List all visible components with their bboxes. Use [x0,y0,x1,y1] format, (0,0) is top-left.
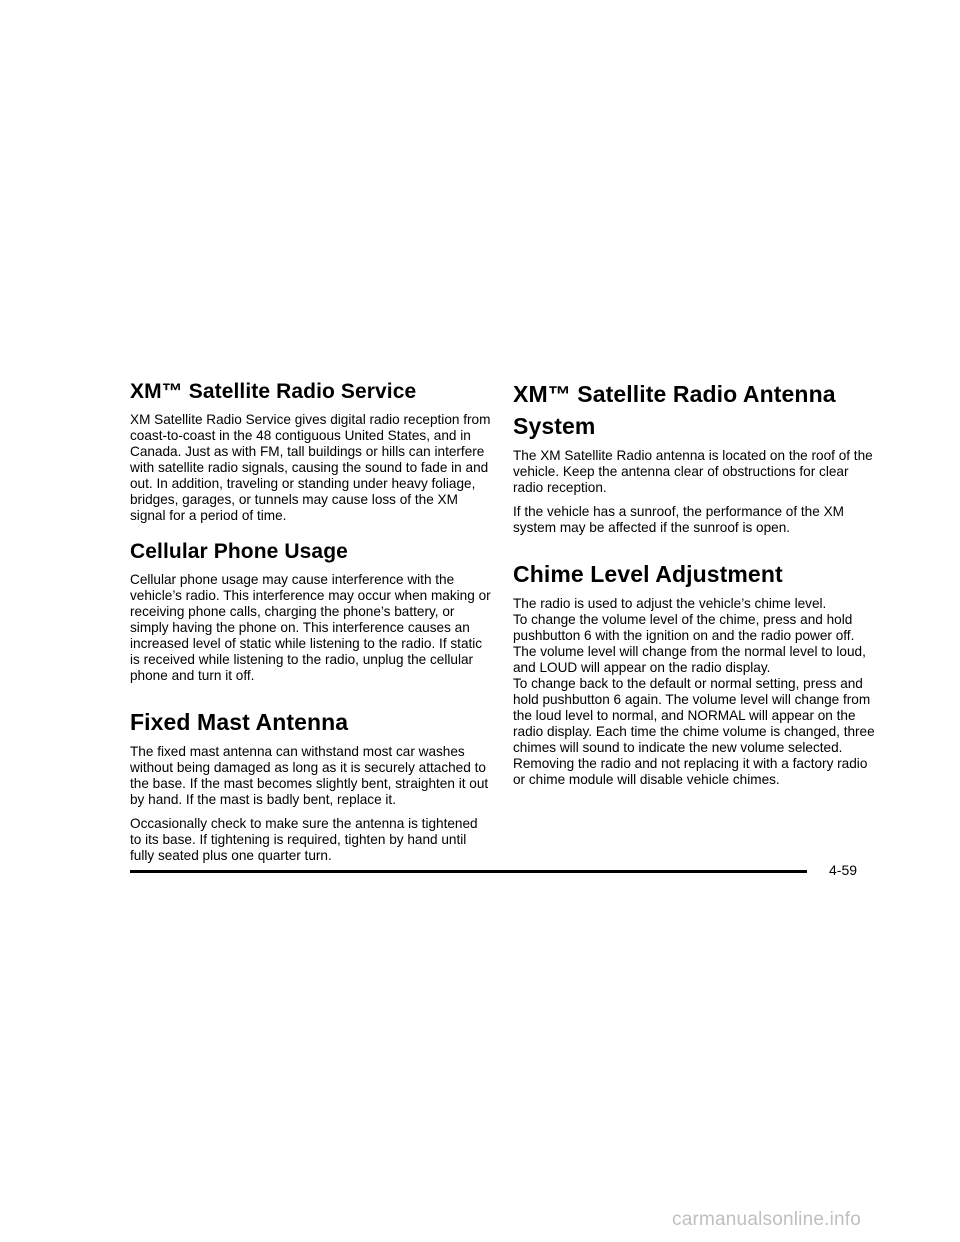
paragraph-cellular: Cellular phone usage may cause interference with the vehicle’s radio. This interference may occur when making or receiving phone calls, charging the phone’s battery, or simply having the phone on. This interference causes an increased level of static while listening to the radio. If static is received while listening to the radio, unplug the cellular phone and turn it off. [130,572,491,683]
left-column [130,378,492,872]
right-column [513,378,875,788]
paragraph-xm-antenna-1: The XM Satellite Radio antenna is located on the roof of the vehicle. Keep the antenna clear of obstructions for clear radio reception. [513,448,873,495]
paragraph-chime-1: The radio is used to adjust the vehicle’s chime level. [513,596,827,611]
footer-rule [130,870,807,873]
paragraph-fixed-mast-1: The fixed mast antenna can withstand most car washes without being damaged as long as it is securely attached to the base. If the mast becomes slightly bent, straighten it out by hand. If the mast is badly bent, replace it. [130,744,489,807]
page-number: 4-59 [829,862,858,878]
paragraph-chime-2: To change the volume level of the chime, press and hold pushbutton 6 with the ignition on and the radio power off. The volume level will change from the normal level to loud, and LOUD will appear on the radio display. [513,612,866,675]
section-heading-chime: Chime Level Adjustment [513,561,783,587]
section-heading-xm-antenna: XM™ Satellite Radio Antenna System [513,381,836,439]
paragraph-xm-service: XM Satellite Radio Service gives digital radio reception from coast-to-coast in the 48 contiguous United States, and in Canada. Just as with FM, tall buildings or hills can interfere with satellite radio signals, causing the sound to fade in and out. In addition, traveling or standing under heavy foliage, bridges, garages, or tunnels may cause loss of the XM signal for a period of time. [130,412,491,523]
section-heading-fixed-mast: Fixed Mast Antenna [130,709,349,735]
watermark-text: carmanualsonline.info [672,1209,862,1230]
paragraph-chime-3: To change back to the default or normal setting, press and hold pushbutton 6 again. The volume level will change from the loud level to normal, and NORMAL will appear on the radio display. Each time the chime volume is changed, three chimes will sound to indicate the new volume selected. Removing the radio and not replacing it with a factory radio or chime module will disable vehicle chimes. [513,676,875,787]
section-heading-xm-service: XM™ Satellite Radio Service [130,380,417,403]
section-heading-cellular: Cellular Phone Usage [130,540,348,563]
paragraph-xm-antenna-2: If the vehicle has a sunroof, the performance of the XM system may be affected if the sunroof is open. [513,504,844,535]
paragraph-fixed-mast-2: Occasionally check to make sure the antenna is tightened to its base. If tightening is required, tighten by hand until fully seated plus one quarter turn. [130,816,478,863]
